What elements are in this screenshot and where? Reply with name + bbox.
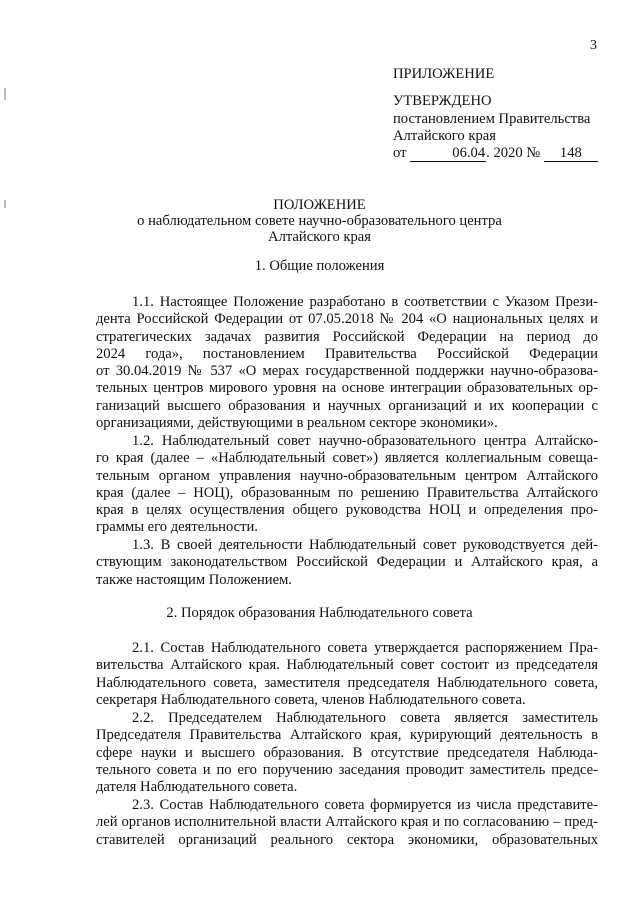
- title-main: ПОЛОЖЕНИЕ: [273, 197, 366, 213]
- section-heading-1: 1. Общие положения: [254, 258, 385, 274]
- appendix-label: ПРИЛОЖЕНИЕ: [393, 66, 495, 82]
- paragraph-1-3: 1.3. В своей деятельности Наблюдательный совет руководствуется дей- ствующим законодательством Российской Федерации и Алтайского края, а также настоящим Положением.: [96, 537, 598, 588]
- paragraph-1-1: 1.1. Настоящее Положение разработано в соответствии с Указом Прези- дента Российской Федерации от 07.05.2018 № 204 «О национальных целях и стратегических задачах развития Российской Федерации на период до 2024 года», постановлением Правительства Российской Федерации от 30.04.2019 № 537 «О мерах государственной поддержки научно-образова- тельных центров мирового уровня на основе интеграции образовательных ор- ганизаций высшего образования и научных организаций и их кооперации с организациями, действующими в реальном секторе экономики».: [96, 294, 598, 432]
- paragraph-2-1: 2.1. Состав Наблюдательного совета утверждается распоряжением Пра- вительства Алтайского края. Наблюдательный совет состоит из председателя Наблюдательного совета, заместителя председателя Наблюдательного совета, секретаря Наблюдательного совета, членов Наблюдательного совета.: [96, 640, 598, 708]
- approval-year: . 2020 №: [486, 145, 541, 162]
- title-sub-2: Алтайского края: [268, 229, 371, 245]
- approval-line-1: постановлением Правительства: [393, 110, 591, 127]
- paragraph-2-3: 2.3. Состав Наблюдательного совета формируется из числа представите- лей органов исполнительной власти Алтайского края и по согласованию – пред- ставителей организаций реального сектора экономики, образовательных: [96, 797, 598, 848]
- paragraph-1-2: 1.2. Наблюдательный совет научно-образовательного центра Алтайско- го края (далее – «Наблюдательный совет») является коллегиальным совеща- тельным органом управления научно-образовательным центром Алтайского края (далее – НОЦ), образованным по решению Правительства Алтайского края в целях осуществления общего руководства НОЦ и определения про- граммы его деятельности.: [96, 433, 598, 536]
- approval-date: 06.04: [410, 146, 486, 162]
- scan-margin-mark: [4, 88, 6, 100]
- approval-line-2: Алтайского края: [393, 127, 496, 144]
- from-label: от: [393, 145, 407, 162]
- approval-number: 148: [544, 146, 598, 162]
- approval-date-line: [393, 145, 623, 162]
- title-sub-1: о наблюдательном совете научно-образовательного центра: [137, 213, 502, 229]
- approved-label: УТВЕРЖДЕНО: [393, 93, 492, 110]
- section-heading-2: 2. Порядок образования Наблюдательного совета: [166, 605, 473, 621]
- document-title: [0, 197, 639, 245]
- approval-block: [393, 66, 623, 162]
- page-number: 3: [590, 38, 597, 53]
- paragraph-2-2: 2.2. Председателем Наблюдательного совета является заместитель Председателя Правительства Алтайского края, курирующий деятельность в сфере науки и высшего образования. В отсутствие председателя Наблюда- тельного совета и по его поручению заседания проводит заместитель предсе- дателя Наблюдательного совета.: [96, 710, 598, 796]
